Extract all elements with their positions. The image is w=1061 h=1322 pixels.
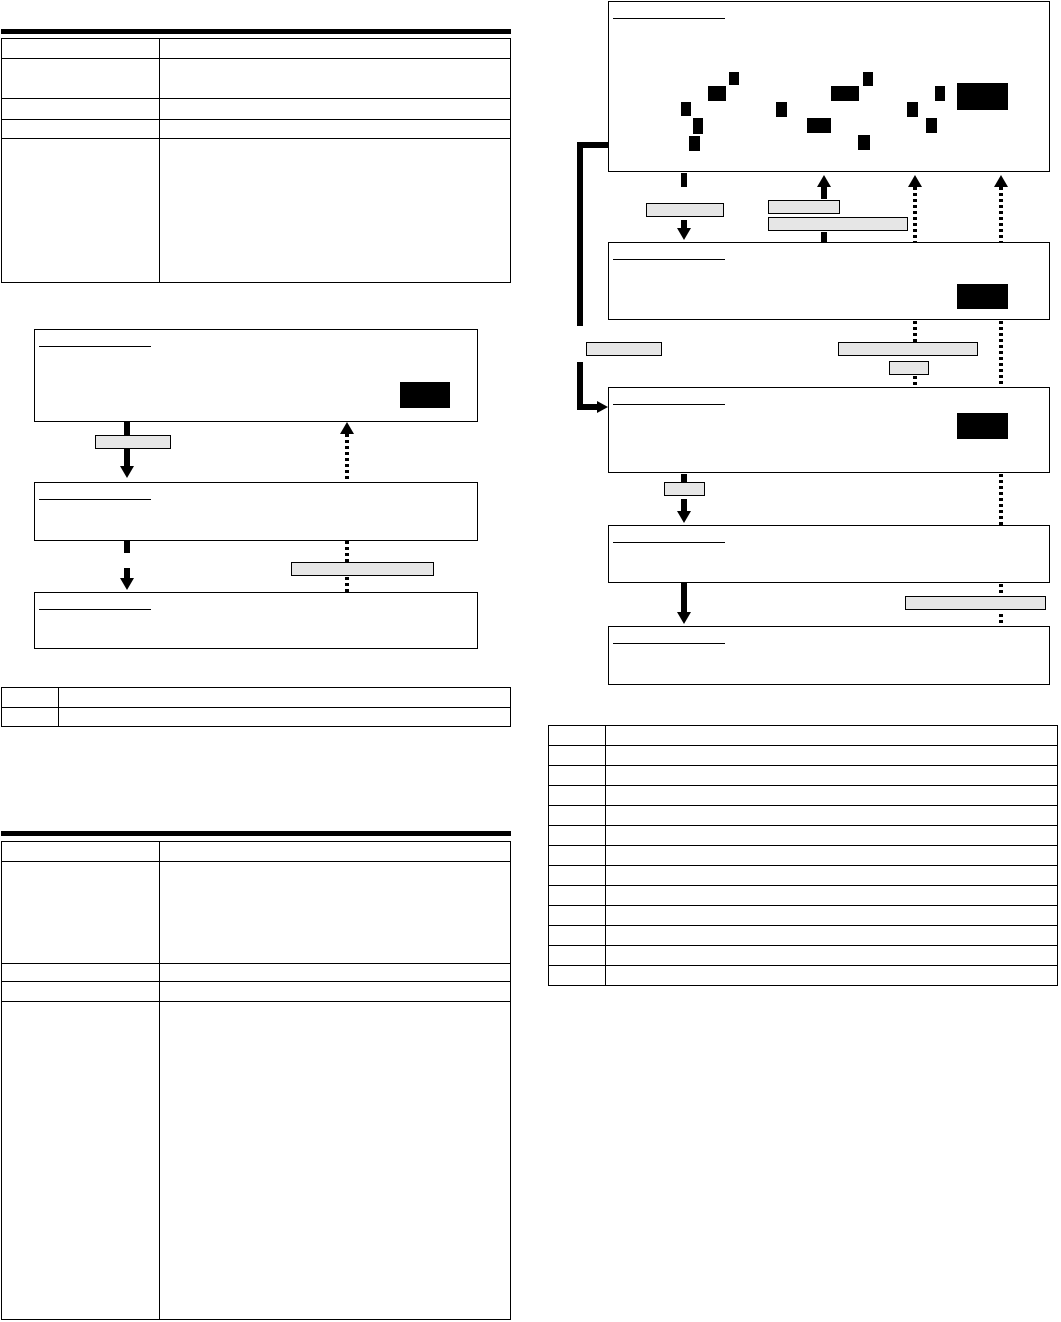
table-cell xyxy=(160,862,511,964)
table-cell xyxy=(606,786,1058,806)
screen-title xyxy=(613,635,725,644)
highlight-block xyxy=(858,135,870,150)
transition-label xyxy=(905,596,1046,610)
transition-label xyxy=(586,342,662,356)
table-cell xyxy=(160,59,511,99)
table-cell xyxy=(2,139,160,283)
table-cell xyxy=(2,688,59,708)
spec-table-bottom xyxy=(1,841,511,1320)
screen-title xyxy=(613,396,725,405)
highlight-block xyxy=(935,86,945,101)
lcd-screen-3 xyxy=(34,592,478,649)
transition-label xyxy=(664,482,705,496)
flow-arrow-shaft xyxy=(124,568,130,578)
table-cell xyxy=(59,708,511,727)
lcd-screen-d xyxy=(608,525,1050,583)
small-table xyxy=(1,687,511,727)
highlight-block xyxy=(807,118,831,133)
table-cell xyxy=(606,726,1058,746)
table-cell xyxy=(606,846,1058,866)
highlight-block xyxy=(729,72,739,85)
lcd-screen-e xyxy=(608,626,1050,685)
transition-label xyxy=(768,217,908,231)
table-row xyxy=(2,120,511,139)
table-cell xyxy=(2,99,160,120)
table-cell xyxy=(549,826,606,846)
table-row xyxy=(549,766,1058,786)
transition-label xyxy=(95,435,171,449)
return-line-dashed xyxy=(999,474,1003,525)
table-cell xyxy=(606,886,1058,906)
table-cell xyxy=(160,39,511,59)
table-cell xyxy=(2,708,59,727)
table-row xyxy=(549,786,1058,806)
table-cell xyxy=(606,946,1058,966)
highlight-block xyxy=(907,102,918,117)
lcd-screen-b xyxy=(608,242,1050,320)
screen-title xyxy=(39,338,151,347)
transition-label xyxy=(291,562,434,576)
table-cell xyxy=(606,806,1058,826)
table-cell xyxy=(549,746,606,766)
table-row xyxy=(2,39,511,59)
table-row xyxy=(549,866,1058,886)
screen-title xyxy=(613,10,725,19)
flow-arrow-shaft xyxy=(681,583,687,612)
table-row xyxy=(549,826,1058,846)
table-cell xyxy=(606,766,1058,786)
table-cell xyxy=(2,862,160,964)
table-row xyxy=(2,964,511,982)
table-cell xyxy=(160,1002,511,1320)
table-cell xyxy=(606,966,1058,986)
table-row xyxy=(2,708,511,727)
highlight-block xyxy=(863,72,873,86)
table-cell xyxy=(606,906,1058,926)
screen-title xyxy=(613,251,725,260)
highlight-block xyxy=(689,136,700,151)
table-row xyxy=(2,862,511,964)
highlight-block xyxy=(957,413,1008,439)
table-cell xyxy=(549,786,606,806)
table-row xyxy=(549,806,1058,826)
right-table xyxy=(548,725,1058,986)
table-cell xyxy=(549,906,606,926)
table-cell xyxy=(160,120,511,139)
return-line-dashed xyxy=(999,321,1003,388)
table-cell xyxy=(549,966,606,986)
table-row xyxy=(549,846,1058,866)
table-row xyxy=(2,139,511,283)
table-cell xyxy=(549,886,606,906)
arrow-up-icon xyxy=(908,175,922,187)
flow-arrow-shaft xyxy=(821,187,827,199)
table-cell xyxy=(160,99,511,120)
table-cell xyxy=(2,39,160,59)
return-arrow-dashed xyxy=(345,434,349,481)
flow-arrow-shaft xyxy=(681,499,687,511)
arrow-down-icon xyxy=(677,511,691,523)
highlight-block xyxy=(681,102,691,116)
table-cell xyxy=(606,746,1058,766)
return-arrow-dashed xyxy=(999,187,1003,242)
flow-arrow-shaft xyxy=(681,474,687,482)
highlight-block xyxy=(831,86,859,101)
table-cell xyxy=(549,766,606,786)
lcd-screen-1 xyxy=(34,329,478,422)
lcd-screen-c xyxy=(608,387,1050,473)
arrow-down-icon xyxy=(677,612,691,624)
arrow-up-icon xyxy=(817,175,831,187)
table-cell xyxy=(606,866,1058,886)
arrow-down-icon xyxy=(677,228,691,240)
arrow-right-icon xyxy=(597,401,608,413)
flow-arrow-shaft xyxy=(124,541,130,553)
arrow-up-icon xyxy=(994,175,1008,187)
section-rule-bottom xyxy=(1,831,511,836)
table-cell xyxy=(59,688,511,708)
screen-title xyxy=(613,534,725,543)
table-cell xyxy=(2,964,160,982)
table-row xyxy=(2,842,511,862)
table-cell xyxy=(2,59,160,99)
table-row xyxy=(2,99,511,120)
loop-connector xyxy=(577,142,583,326)
flow-arrow-shaft xyxy=(681,220,687,228)
table-row xyxy=(549,906,1058,926)
arrow-up-icon xyxy=(340,422,354,434)
arrow-down-icon xyxy=(120,578,134,590)
lcd-screen-2 xyxy=(34,482,478,541)
table-cell xyxy=(160,139,511,283)
table-row xyxy=(549,886,1058,906)
table-cell xyxy=(549,726,606,746)
flow-arrow-shaft xyxy=(821,232,827,242)
table-cell xyxy=(606,926,1058,946)
table-cell xyxy=(606,826,1058,846)
loop-connector xyxy=(577,362,583,410)
table-cell xyxy=(549,926,606,946)
table-cell xyxy=(160,982,511,1002)
table-row xyxy=(549,726,1058,746)
arrow-down-icon xyxy=(120,466,134,478)
lcd-screen-a xyxy=(608,1,1050,172)
loop-connector xyxy=(577,142,608,148)
table-row xyxy=(2,1002,511,1320)
table-cell xyxy=(160,842,511,862)
table-row xyxy=(2,982,511,1002)
screen-title xyxy=(39,491,151,500)
highlight-block xyxy=(957,83,1008,110)
return-arrow-dashed xyxy=(913,187,917,242)
highlight-block xyxy=(957,284,1008,309)
highlight-block xyxy=(708,86,726,101)
table-row xyxy=(2,59,511,99)
table-row xyxy=(549,746,1058,766)
spec-table-top xyxy=(1,38,511,283)
highlight-block xyxy=(400,382,450,408)
table-cell xyxy=(549,806,606,826)
highlight-block xyxy=(693,118,703,134)
loop-connector xyxy=(577,404,597,410)
table-row xyxy=(549,946,1058,966)
table-row xyxy=(549,926,1058,946)
table-cell xyxy=(2,842,160,862)
transition-label xyxy=(838,342,978,356)
table-cell xyxy=(2,120,160,139)
table-cell xyxy=(549,946,606,966)
section-rule-top xyxy=(1,29,511,34)
return-line-dashed xyxy=(999,614,1003,626)
table-row xyxy=(549,966,1058,986)
highlight-block xyxy=(926,118,937,133)
flow-arrow-shaft xyxy=(681,173,687,187)
transition-label xyxy=(768,200,840,214)
table-cell xyxy=(549,866,606,886)
return-line-dashed xyxy=(999,584,1003,596)
table-cell xyxy=(160,964,511,982)
screen-title xyxy=(39,601,151,610)
highlight-block xyxy=(776,102,787,117)
transition-label xyxy=(889,361,929,375)
return-line-dashed xyxy=(913,321,917,342)
table-row xyxy=(2,688,511,708)
transition-label xyxy=(646,203,724,217)
table-cell xyxy=(2,1002,160,1320)
table-cell xyxy=(2,982,160,1002)
table-cell xyxy=(549,846,606,866)
